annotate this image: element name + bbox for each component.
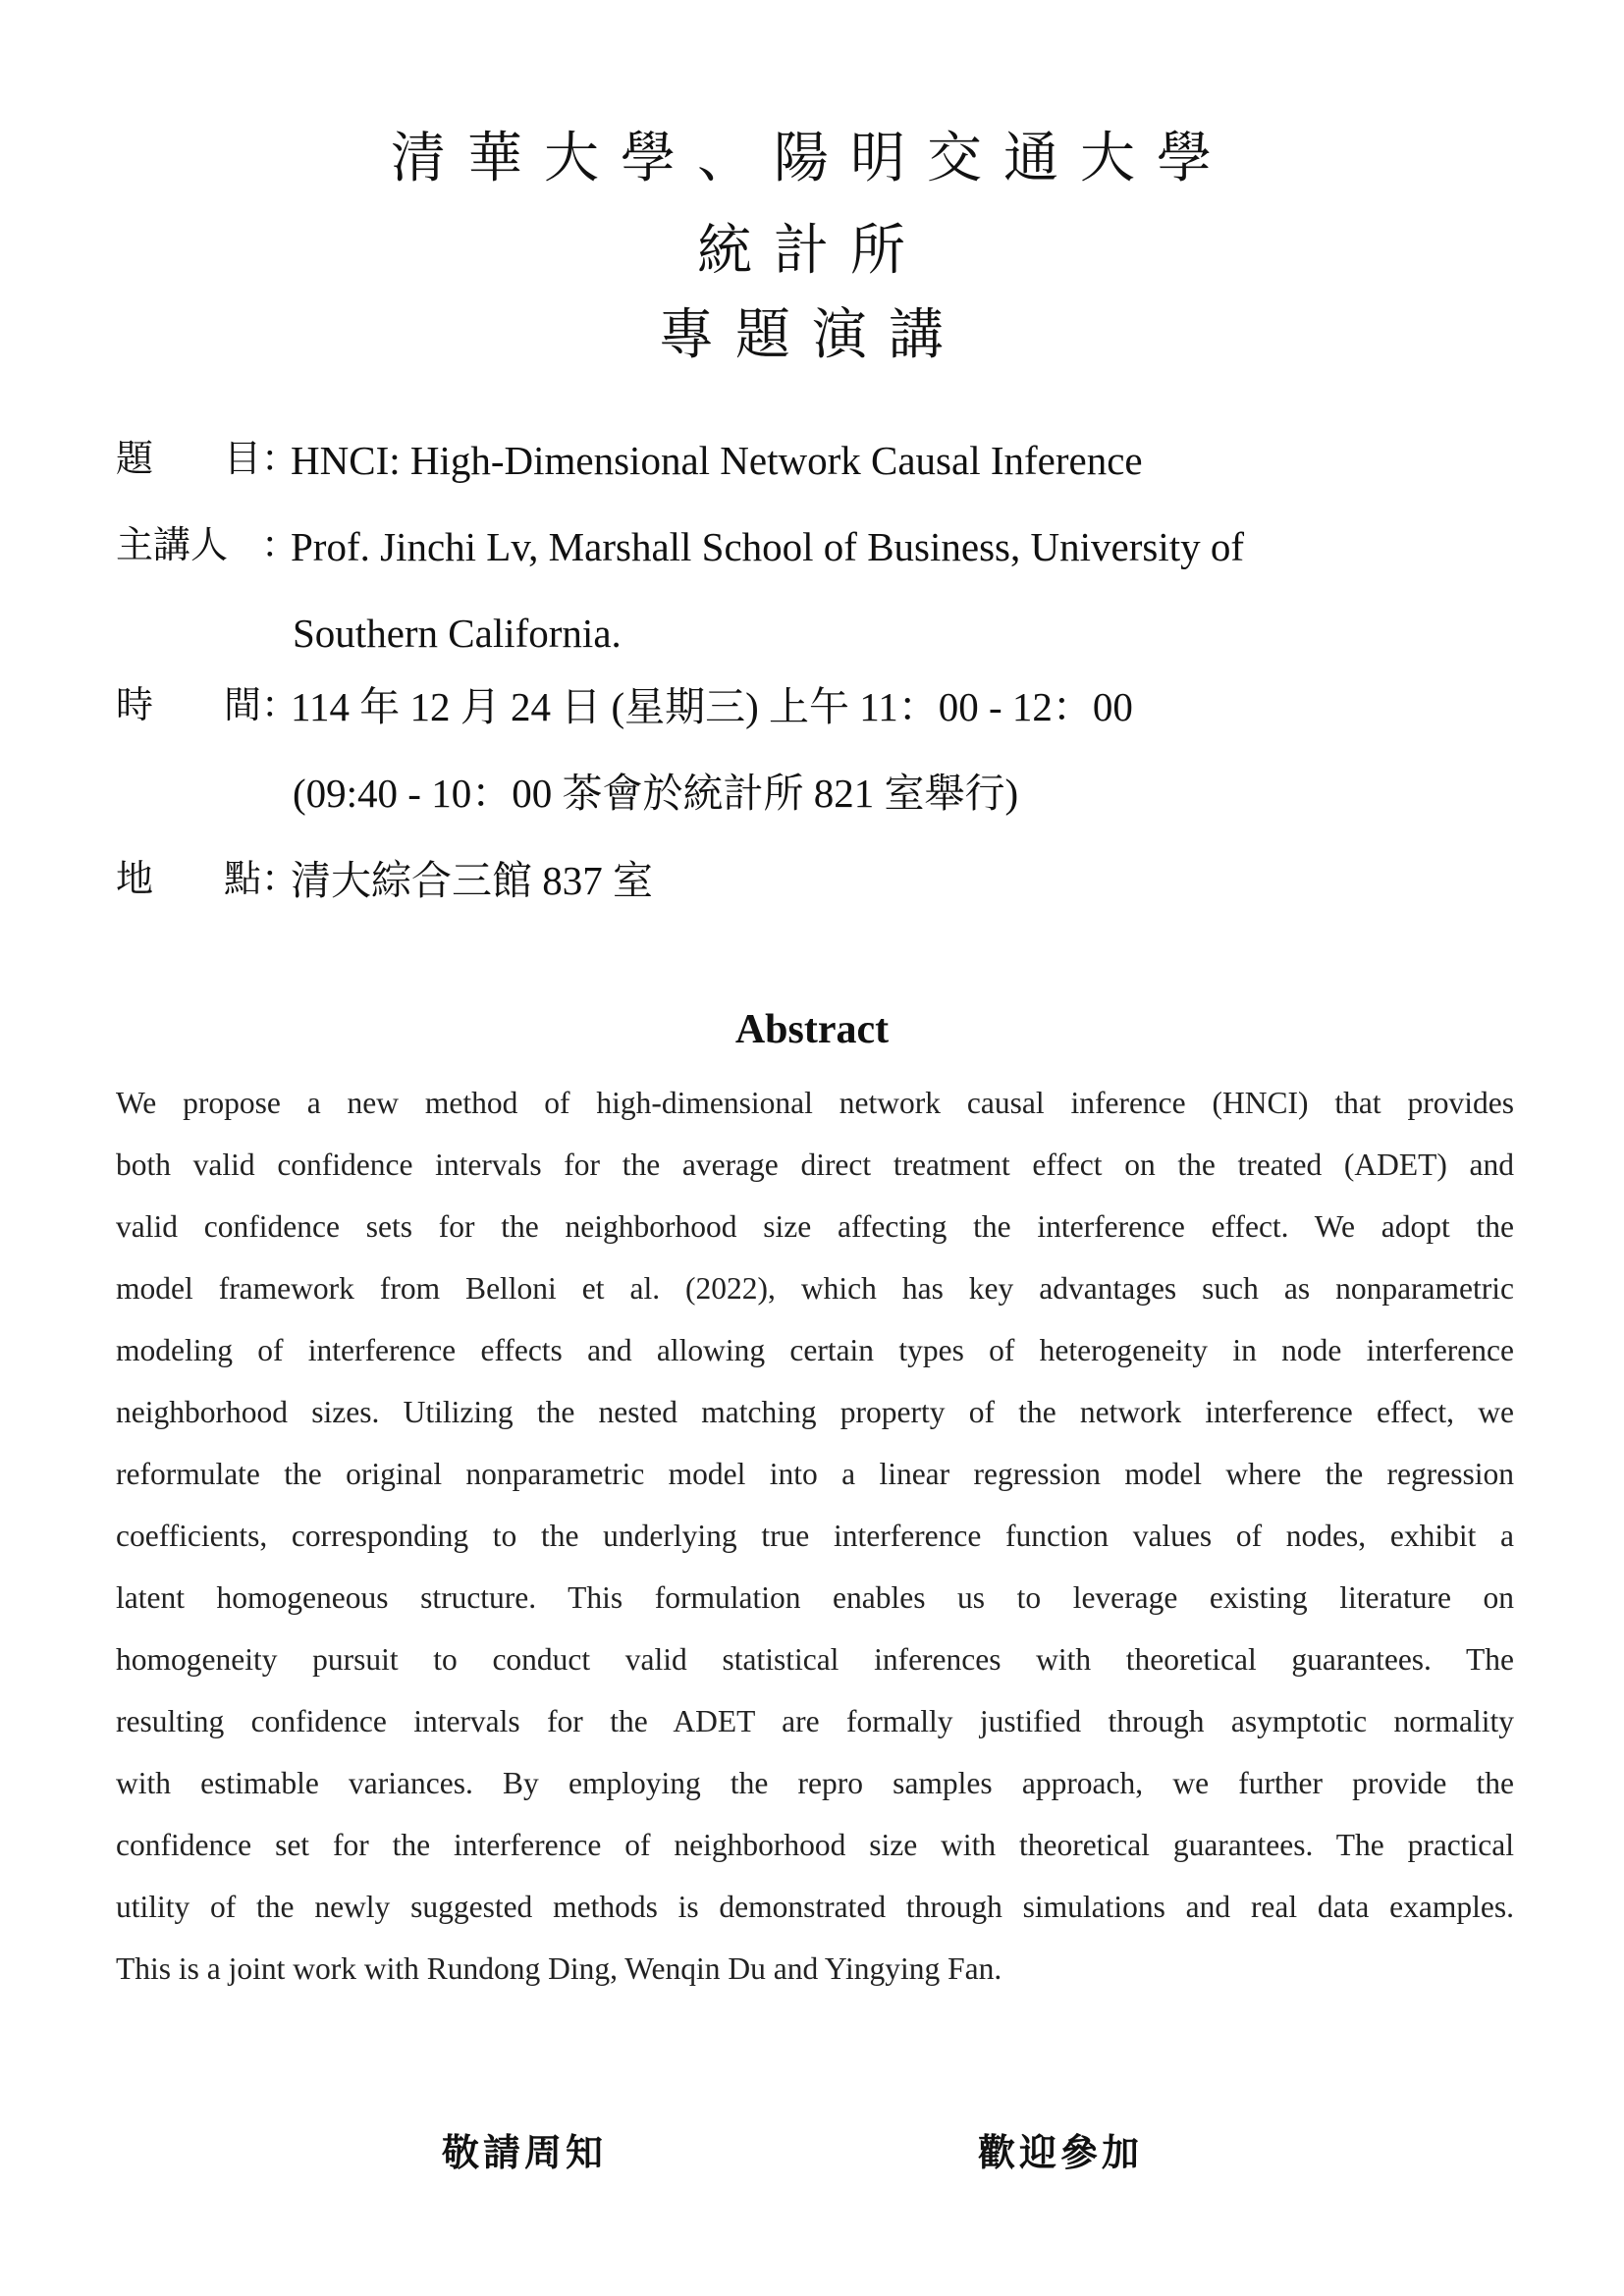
abstract-line: both valid confidence intervals for the average direct treatment effect on the treated (ADET) and (116, 1148, 1514, 1182)
abstract-line: modeling of interference effects and allowing certain types of heterogeneity in node interference (116, 1333, 1514, 1367)
venue-label: 地 點 (116, 857, 261, 900)
abstract-heading: Abstract (734, 1007, 890, 1052)
topic-label: 題 目 (116, 437, 261, 480)
abstract-line: latent homogeneous structure. This formulation enables us to leverage existing literature on (116, 1580, 1514, 1615)
abstract-line: model framework from Belloni et al. (2022), which has key advantages such as nonparametric (116, 1271, 1514, 1306)
time-colon: ： (261, 683, 299, 726)
topic-row (116, 437, 1143, 485)
speaker-value-continued: Southern California. (293, 611, 622, 656)
abstract-line: neighborhood sizes. Utilizing the nested matching property of the network interference effect, we (116, 1395, 1514, 1429)
speaker-label: 主講人 (116, 523, 229, 566)
speaker-colon: ： (261, 523, 299, 566)
abstract-body (116, 1072, 1514, 2000)
institute-title: 統計所 (697, 219, 927, 283)
abstract-line: with estimable variances. By employing the repro samples approach, we further provide the (116, 1766, 1514, 1800)
abstract-line: confidence set for the interference of neighborhood size with theoretical guarantees. The practical (116, 1828, 1514, 1862)
abstract-line: utility of the newly suggested methods is demonstrated through simulations and real data examples. (116, 1890, 1514, 1924)
abstract-line: This is a joint work with Rundong Ding, Wenqin Du and Yingying Fan. (116, 1951, 1002, 1986)
footer-notice: 敬請周知 (442, 2130, 608, 2174)
university-title: 清華大學、陽明交通大學 (391, 127, 1233, 190)
speaker-row (116, 523, 1244, 571)
abstract-line: reformulate the original nonparametric model into a linear regression model where the regression (116, 1457, 1514, 1491)
venue-value: 清大綜合三館 837 室 (291, 858, 653, 903)
footer-welcome: 歡迎參加 (978, 2130, 1144, 2174)
seminar-title: 專題演講 (659, 303, 965, 367)
time-value-continued: (09:40 - 10：00 茶會於統計所 821 室舉行) (293, 771, 1019, 816)
abstract-line: We propose a new method of high-dimensional network causal inference (HNCI) that provides (116, 1086, 1514, 1120)
venue-colon: ： (261, 857, 299, 900)
abstract-line: resulting confidence intervals for the ADET are formally justified through asymptotic normality (116, 1704, 1514, 1738)
speaker-value: Prof. Jinchi Lv, Marshall School of Business, University of (291, 524, 1245, 569)
abstract-line: coefficients, corresponding to the underlying true interference function values of nodes, exhibit a (116, 1519, 1514, 1553)
time-row (116, 683, 1133, 731)
abstract-line: valid confidence sets for the neighborhood size affecting the interference effect. We adopt the (116, 1209, 1514, 1244)
time-value: 114 年 12 月 24 日 (星期三) 上午 11：00 - 12：00 (291, 684, 1133, 729)
abstract-line: homogeneity pursuit to conduct valid statistical inferences with theoretical guarantees. The (116, 1642, 1514, 1677)
topic-value: HNCI: High-Dimensional Network Causal Inference (291, 438, 1143, 483)
topic-colon: ： (261, 437, 299, 480)
venue-row (116, 857, 653, 905)
time-label: 時 間 (116, 683, 261, 726)
